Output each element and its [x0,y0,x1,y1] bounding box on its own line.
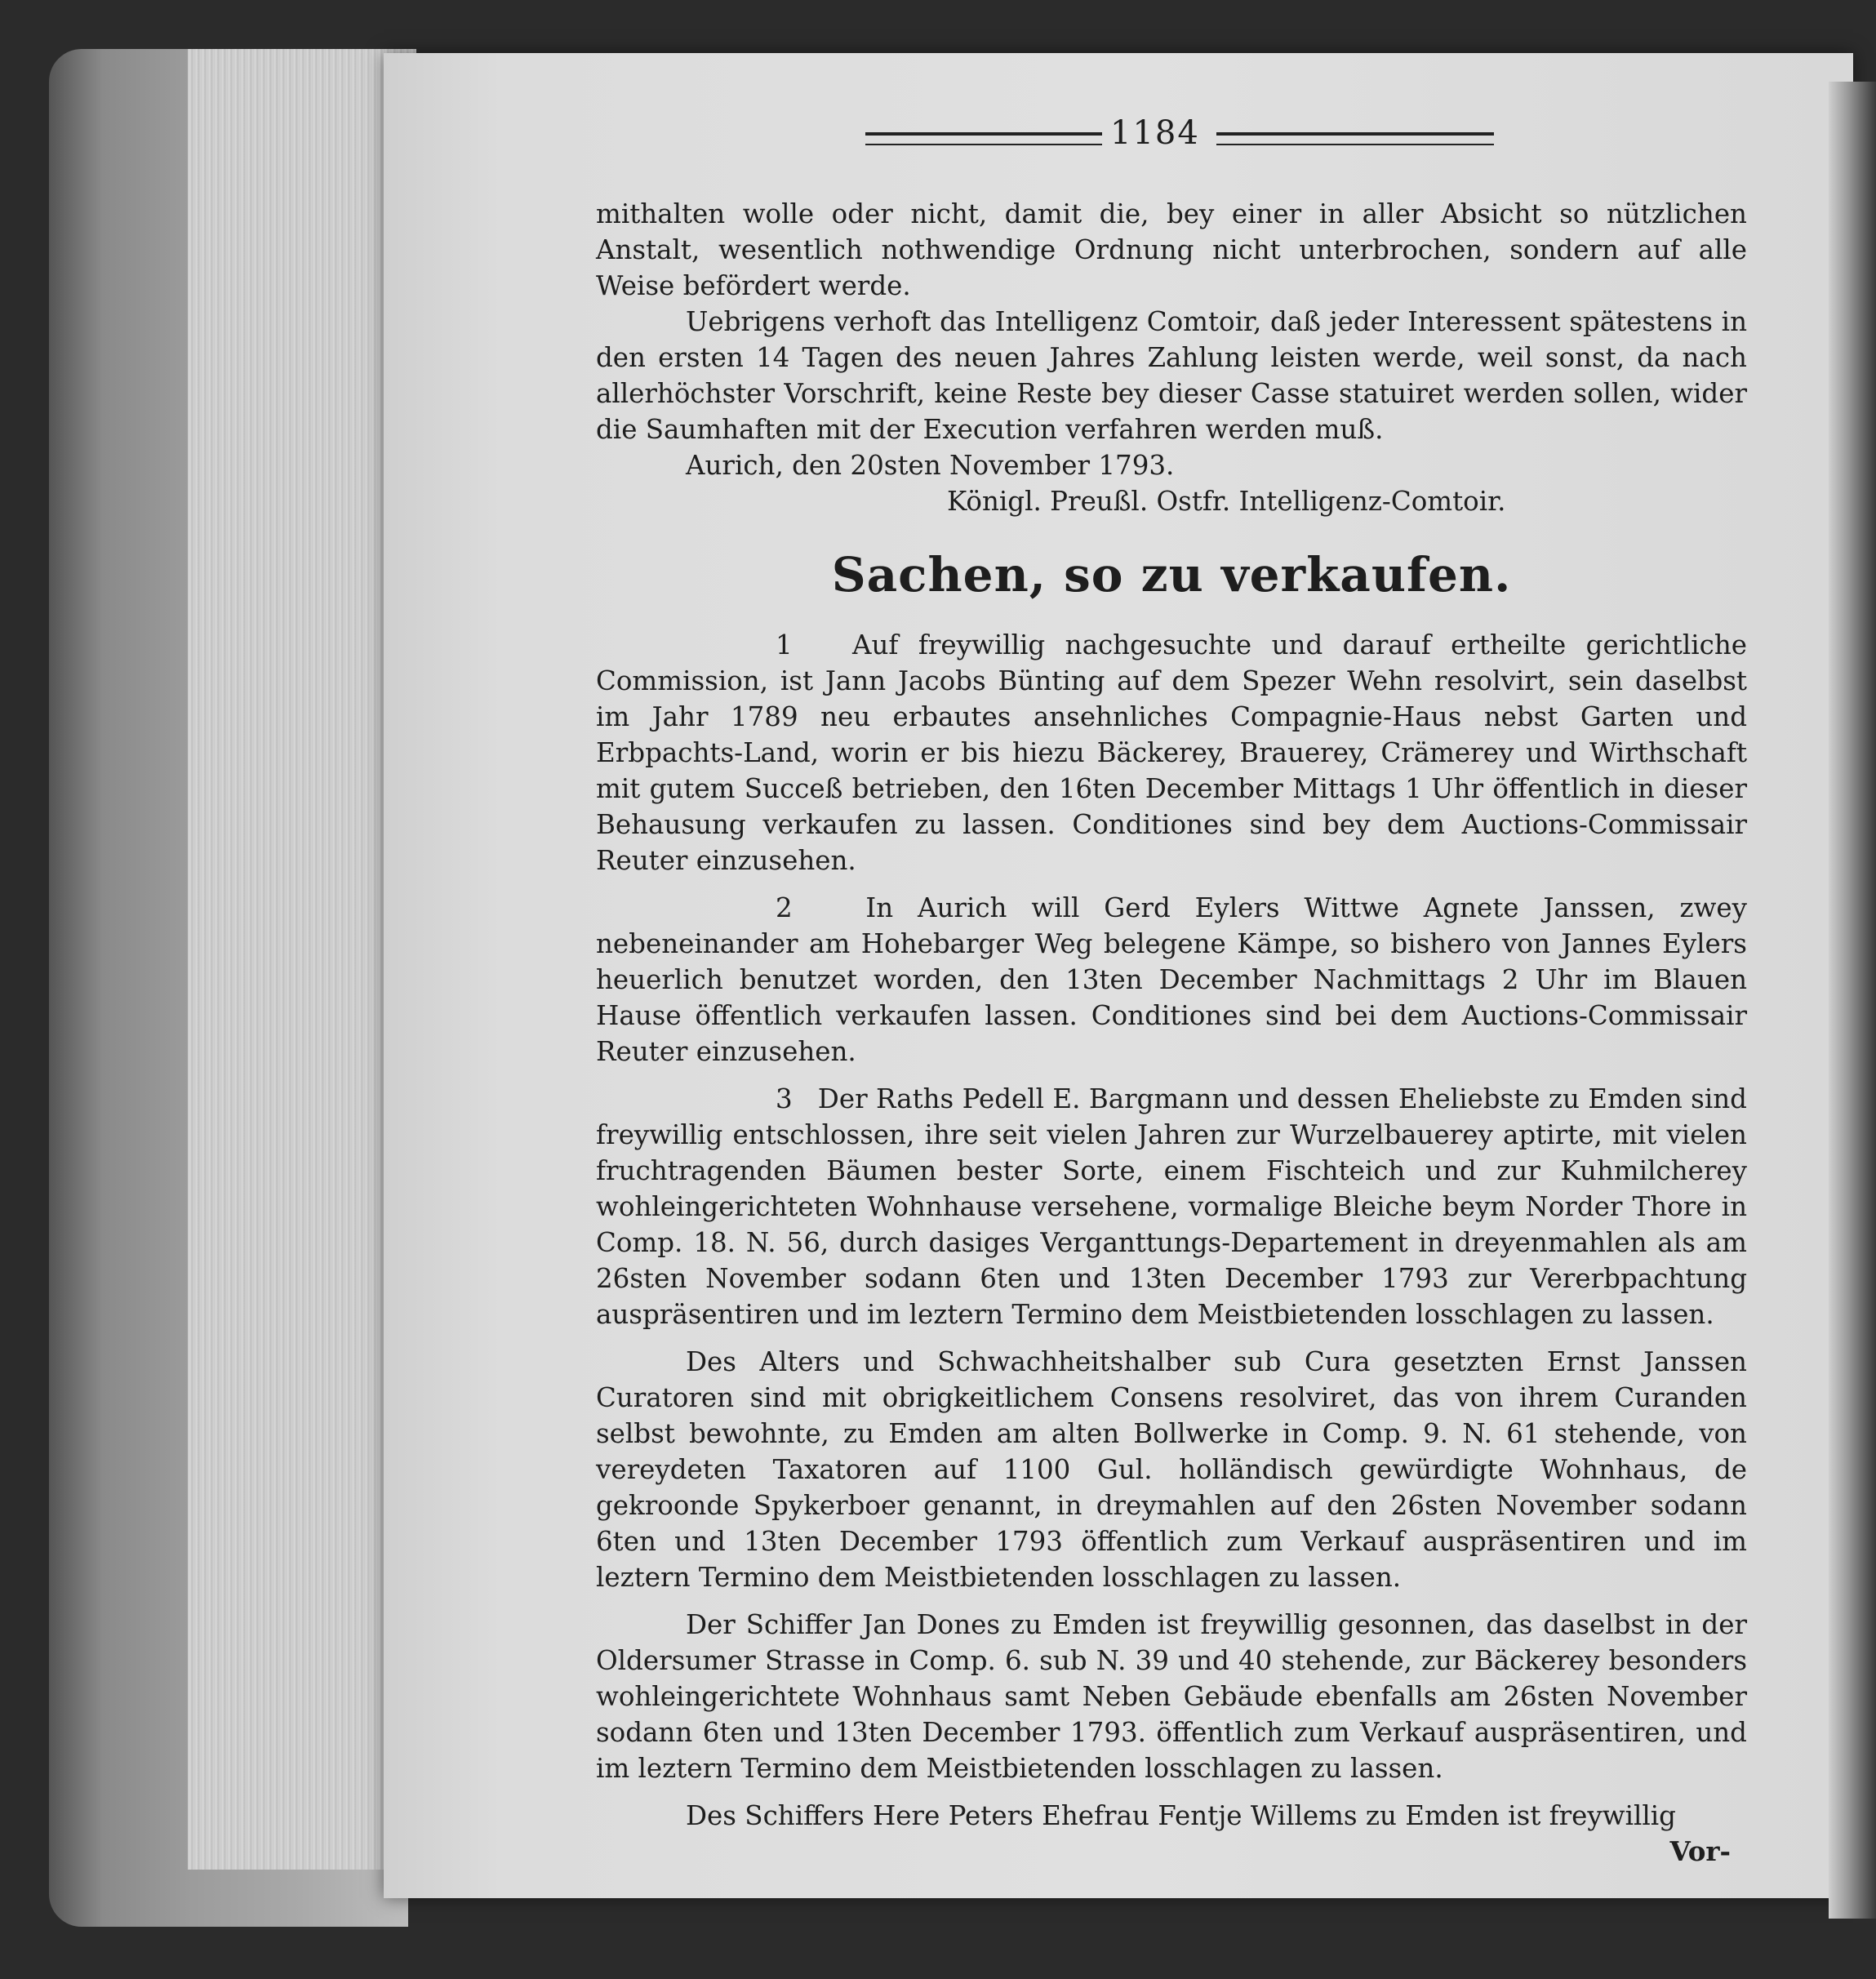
paragraph-skipper-peters: Des Schiffers Here Peters Ehefrau Fentje Willems zu Emden ist freywillig [686,1800,1676,1831]
paragraph-curators: Des Alters und Schwachheitshalber sub Cura gesetzten Ernst Janssen Curatoren sind mit obrigkeitlichem Consens resolviret, das von ihrem Curanden selbst bewohnte, zu Emden am alten Bollwerke in Comp. 9. N. 61 stehende, von vereydeten Taxatoren auf 1100 Gul. holländisch gewürdigte Wohnhaus, de gekroonde Spykerboer genannt, in dreymahlen auf den 26sten November sodann 6ten und 13ten December 1793 öffentlich zum Verkauf auspräsentiren und im leztern Termino dem Meistbietenden losschlagen zu lassen. [596,1346,1747,1593]
paragraph-payment-notice: Uebrigens verhoft das Intelligenz Comtoir, daß jeder Interessent spätestens in den ersten 14 Tagen des neuen Jahres Zahlung leisten werde, weil sonst, da nach allerhöchster Vorschrift, keine Reste bey dieser Casse statuiret werden sollen, wider die Saumhaften mit der Execution verfahren werden muß. [596,306,1747,445]
item-text: In Aurich will Gerd Eylers Wittwe Agnete Janssen, zwey nebeneinander am Hohebarger Weg belegene Kämpe, so bishero von Jannes Eylers heuerlich benutzet worden, den 13ten December Nachmittags 2 Uhr im Blauen Hause öffentlich verkaufen lassen. Conditiones sind bei dem Auctions-Commissair Reuter einzusehen. [596,892,1748,1067]
list-item [596,627,1747,878]
spacer [596,1786,1747,1798]
item-number: 2 [776,892,793,923]
page-header [865,114,1502,163]
spacer [596,1595,1747,1607]
header-rule-left [865,132,1102,145]
body-text [596,196,1747,1870]
spacer [596,878,1747,890]
section-heading: Sachen, so zu verkaufen. [831,547,1512,603]
spacer [596,1070,1747,1081]
paragraph-skipper-dones: Der Schiffer Jan Dones zu Emden ist freywillig gesonnen, das daselbst in der Oldersumer Strasse in Comp. 6. sub N. 39 und 40 stehende, zur Bäckerey besonders wohleingerichtete Wohnhaus samt Neben Gebäude ebenfalls am 26sten November sodann 6ten und 13ten December 1793. öffentlich zum Verkauf auspräsentiren, und im leztern Termino dem Meistbietenden losschlagen zu lassen. [596,1609,1747,1784]
right-page-edge [1829,82,1876,1919]
item-text: Auf freywillig nachgesuchte und darauf ertheilte gerichtliche Commission, ist Jann Jacobs Bünting auf dem Spezer Wehn resolvirt, sein daselbst im Jahr 1789 neu erbautes ansehnliches Compagnie-Haus nebst Garten und Erbpachts-Land, worin er bis hiezu Bäckerey, Brauerey, Crämerey und Wirthschaft mit gutem Succeß betrieben, den 16ten December Mittags 1 Uhr öffentlich in dieser Behausung verkaufen zu lassen. Conditiones sind bey dem Auctions-Commissair Reuter einzusehen. [596,629,1747,876]
date-line: Aurich, den 20sten November 1793. [686,450,1175,481]
paragraph-continuation: mithalten wolle oder nicht, damit die, bey einer in aller Absicht so nützlichen Anstalt, wesentlich nothwendige Ordnung nicht unterbrochen, sondern auf alle Weise befördert werde. [596,198,1747,301]
item-number: 3 [776,1083,793,1114]
page-number: 1184 [1110,114,1200,152]
item-text: Der Raths Pedell E. Bargmann und dessen Eheliebste zu Emden sind freywillig entschlossen, ihre seit vielen Jahren zur Wurzelbauerey aptirte, mit vielen fruchtragenden Bäumen bester Sorte, einem Fischteich und zur Kuhmilcherey wohleingerichteten Wohnhause versehene, vormalige Bleiche beym Norder Thore in Comp. 18. N. 56, durch dasiges Verganttungs-Departement in dreyenmahlen als am 26sten November sodann 6ten und 13ten December 1793 zur Vererbpachtung auspräsentiren und im leztern Termino dem Meistbietenden losschlagen zu lassen. [596,1083,1747,1330]
page-stack [188,49,416,1870]
spacer [596,1332,1747,1344]
list-item [596,1081,1747,1332]
item-number: 1 [776,629,793,660]
list-item [596,890,1747,1070]
header-rule-right [1216,132,1494,145]
signature-line: Königl. Preußl. Ostfr. Intelligenz-Comtoir. [947,486,1506,517]
catchword: Vor- [1669,1835,1731,1867]
